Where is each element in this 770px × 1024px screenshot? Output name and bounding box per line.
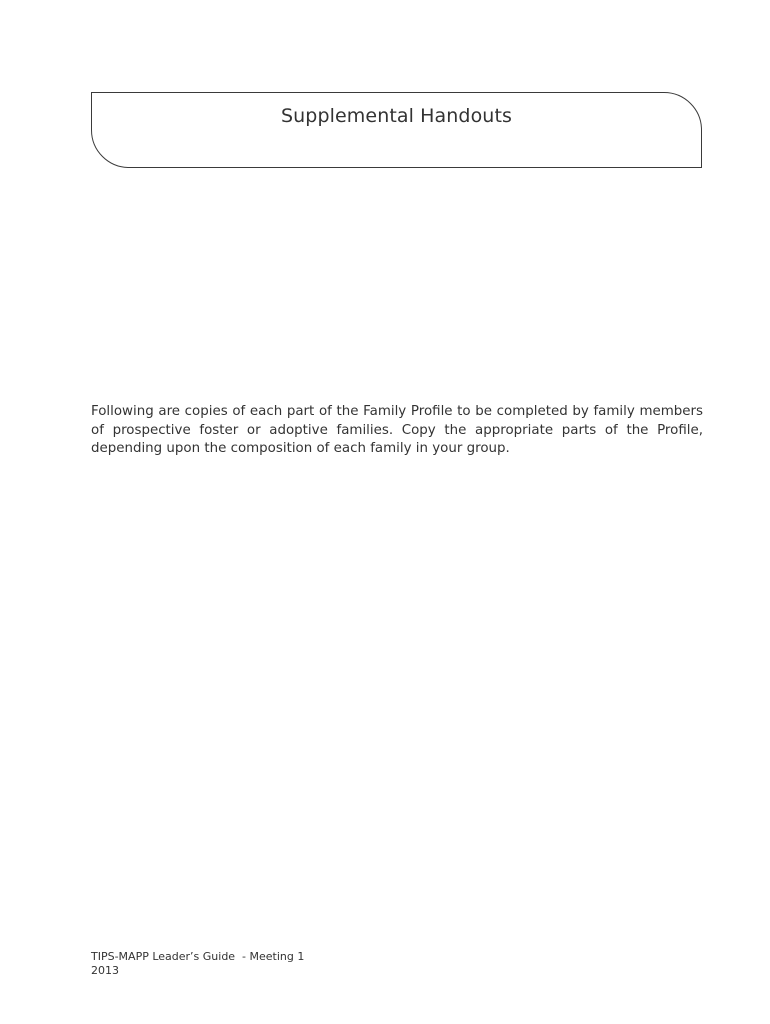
page-footer bbox=[91, 950, 304, 978]
intro-paragraph: Following are copies of each part of the Family Profile to be completed by family members of prospective foster or adoptive families. Copy the appropriate parts of the Profile, depending upon the composition of each family in your group. bbox=[91, 404, 703, 457]
page-title: Supplemental Handouts bbox=[281, 105, 512, 127]
footer-guide-title: TIPS-MAPP Leader’s Guide - Meeting 1 bbox=[91, 950, 305, 963]
title-box bbox=[91, 92, 702, 168]
footer-year: 2013 bbox=[91, 964, 119, 977]
